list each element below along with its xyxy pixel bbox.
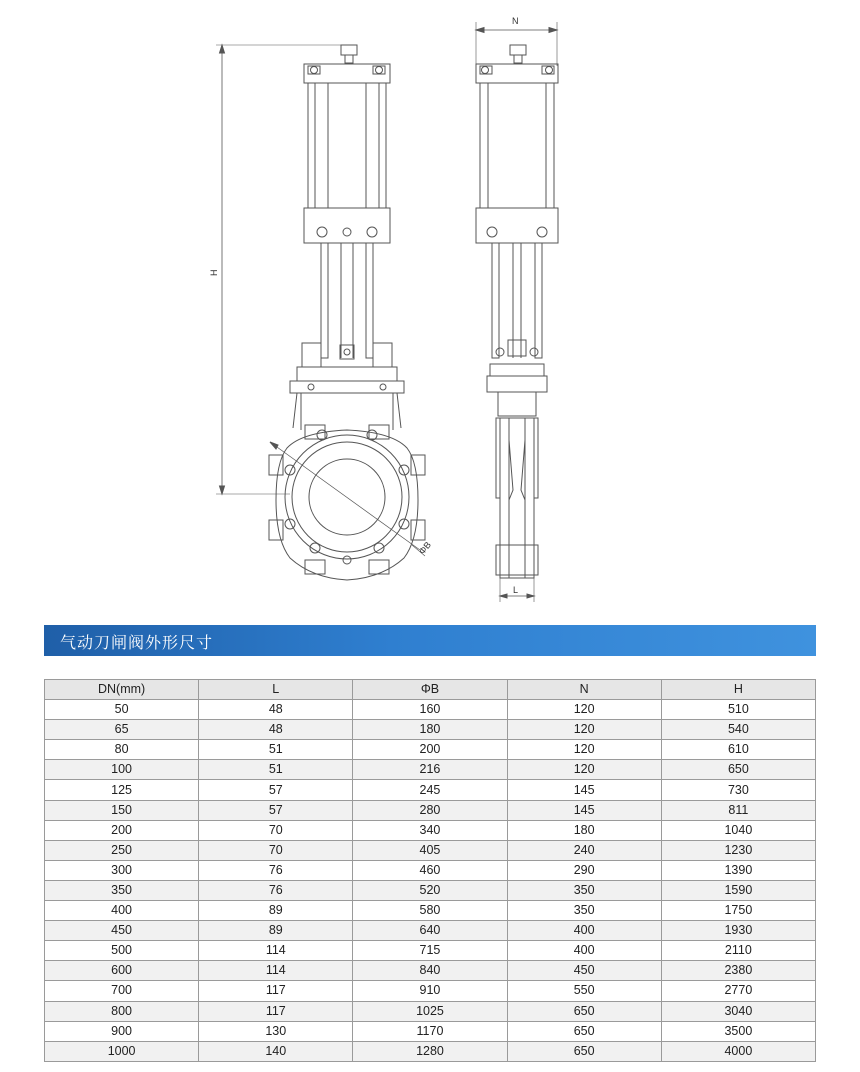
- table-row: [45, 740, 816, 760]
- table-cell: 57: [199, 800, 353, 820]
- table-cell: 715: [353, 941, 507, 961]
- table-cell: 160: [353, 700, 507, 720]
- section-title-bar: [44, 625, 816, 656]
- table-row: [45, 1001, 816, 1021]
- dimension-table: [44, 679, 816, 1062]
- table-row: [45, 820, 816, 840]
- table-cell: 51: [199, 760, 353, 780]
- table-cell: 460: [353, 860, 507, 880]
- table-cell: 350: [507, 880, 661, 900]
- table-cell: 540: [661, 720, 815, 740]
- table-cell: 340: [353, 820, 507, 840]
- table-row: [45, 800, 816, 820]
- table-cell: 910: [353, 981, 507, 1001]
- table-cell: 640: [353, 921, 507, 941]
- table-cell: 145: [507, 780, 661, 800]
- table-cell: 180: [353, 720, 507, 740]
- table-cell: 76: [199, 880, 353, 900]
- table-cell: 650: [507, 1021, 661, 1041]
- table-row: [45, 880, 816, 900]
- table-cell: 89: [199, 901, 353, 921]
- table-cell: 150: [45, 800, 199, 820]
- table-cell: 76: [199, 860, 353, 880]
- table-cell: 3040: [661, 1001, 815, 1021]
- table-row: [45, 700, 816, 720]
- table-cell: 120: [507, 740, 661, 760]
- table-cell: 800: [45, 1001, 199, 1021]
- table-row: [45, 860, 816, 880]
- table-cell: 400: [507, 921, 661, 941]
- table-cell: 300: [45, 860, 199, 880]
- table-cell: 216: [353, 760, 507, 780]
- table-cell: 48: [199, 700, 353, 720]
- table-cell: 89: [199, 921, 353, 941]
- table-cell: 1000: [45, 1041, 199, 1061]
- dim-label-phib: ΦB: [416, 539, 434, 557]
- table-cell: 840: [353, 961, 507, 981]
- table-cell: 117: [199, 1001, 353, 1021]
- table-cell: 2110: [661, 941, 815, 961]
- header-phib: ΦB: [353, 680, 507, 700]
- table-row: [45, 840, 816, 860]
- table-cell: 65: [45, 720, 199, 740]
- table-cell: 2770: [661, 981, 815, 1001]
- table-cell: 650: [507, 1041, 661, 1061]
- table-cell: 405: [353, 840, 507, 860]
- table-cell: 280: [353, 800, 507, 820]
- table-row: [45, 780, 816, 800]
- table-row: [45, 1021, 816, 1041]
- table-row: [45, 941, 816, 961]
- header-n: N: [507, 680, 661, 700]
- table-cell: 120: [507, 700, 661, 720]
- table-cell: 500: [45, 941, 199, 961]
- table-cell: 4000: [661, 1041, 815, 1061]
- table-body: [45, 700, 816, 1062]
- table-cell: 200: [45, 820, 199, 840]
- table-cell: 520: [353, 880, 507, 900]
- table-cell: 250: [45, 840, 199, 860]
- table-cell: 100: [45, 760, 199, 780]
- table-cell: 1750: [661, 901, 815, 921]
- table-cell: 70: [199, 820, 353, 840]
- table-cell: 610: [661, 740, 815, 760]
- table-cell: 130: [199, 1021, 353, 1041]
- table-cell: 510: [661, 700, 815, 720]
- table-cell: 1025: [353, 1001, 507, 1021]
- table-row: [45, 760, 816, 780]
- table-row: [45, 981, 816, 1001]
- front-view: [216, 45, 425, 580]
- table-cell: 350: [507, 901, 661, 921]
- table-cell: 1170: [353, 1021, 507, 1041]
- table-row: [45, 901, 816, 921]
- table-cell: 1590: [661, 880, 815, 900]
- table-cell: 730: [661, 780, 815, 800]
- table-cell: 290: [507, 860, 661, 880]
- table-cell: 400: [45, 901, 199, 921]
- table-cell: 580: [353, 901, 507, 921]
- table-cell: 114: [199, 941, 353, 961]
- table-row: [45, 720, 816, 740]
- dim-label-l: L: [513, 585, 519, 595]
- table-cell: 450: [45, 921, 199, 941]
- table-cell: 200: [353, 740, 507, 760]
- table-cell: 117: [199, 981, 353, 1001]
- table-row: [45, 1041, 816, 1061]
- table-cell: 2380: [661, 961, 815, 981]
- header-h: H: [661, 680, 815, 700]
- dim-label-h: H: [209, 269, 219, 276]
- table-cell: 120: [507, 720, 661, 740]
- side-view: [476, 22, 558, 602]
- section-title: 气动刀闸阀外形尺寸: [60, 633, 214, 652]
- dim-label-n: N: [512, 16, 519, 26]
- table-header-row: [45, 680, 816, 700]
- header-dn: DN(mm): [45, 680, 199, 700]
- table-cell: 70: [199, 840, 353, 860]
- table-cell: 650: [507, 1001, 661, 1021]
- table-row: [45, 921, 816, 941]
- table-cell: 700: [45, 981, 199, 1001]
- table-cell: 120: [507, 760, 661, 780]
- table-row: [45, 961, 816, 981]
- table-cell: 400: [507, 941, 661, 961]
- table-cell: 245: [353, 780, 507, 800]
- table-cell: 650: [661, 760, 815, 780]
- table-cell: 57: [199, 780, 353, 800]
- table-cell: 48: [199, 720, 353, 740]
- table-cell: 600: [45, 961, 199, 981]
- table-cell: 1040: [661, 820, 815, 840]
- table-cell: 180: [507, 820, 661, 840]
- table-cell: 900: [45, 1021, 199, 1041]
- table-cell: 350: [45, 880, 199, 900]
- table-cell: 240: [507, 840, 661, 860]
- table-cell: 114: [199, 961, 353, 981]
- table-cell: 50: [45, 700, 199, 720]
- table-cell: 811: [661, 800, 815, 820]
- table-cell: 51: [199, 740, 353, 760]
- table-cell: 145: [507, 800, 661, 820]
- table-cell: 1930: [661, 921, 815, 941]
- table-cell: 140: [199, 1041, 353, 1061]
- table-cell: 450: [507, 961, 661, 981]
- table-cell: 550: [507, 981, 661, 1001]
- table-cell: 1390: [661, 860, 815, 880]
- table-cell: 125: [45, 780, 199, 800]
- table-cell: 3500: [661, 1021, 815, 1041]
- header-l: L: [199, 680, 353, 700]
- table-cell: 1280: [353, 1041, 507, 1061]
- table-cell: 80: [45, 740, 199, 760]
- table-cell: 1230: [661, 840, 815, 860]
